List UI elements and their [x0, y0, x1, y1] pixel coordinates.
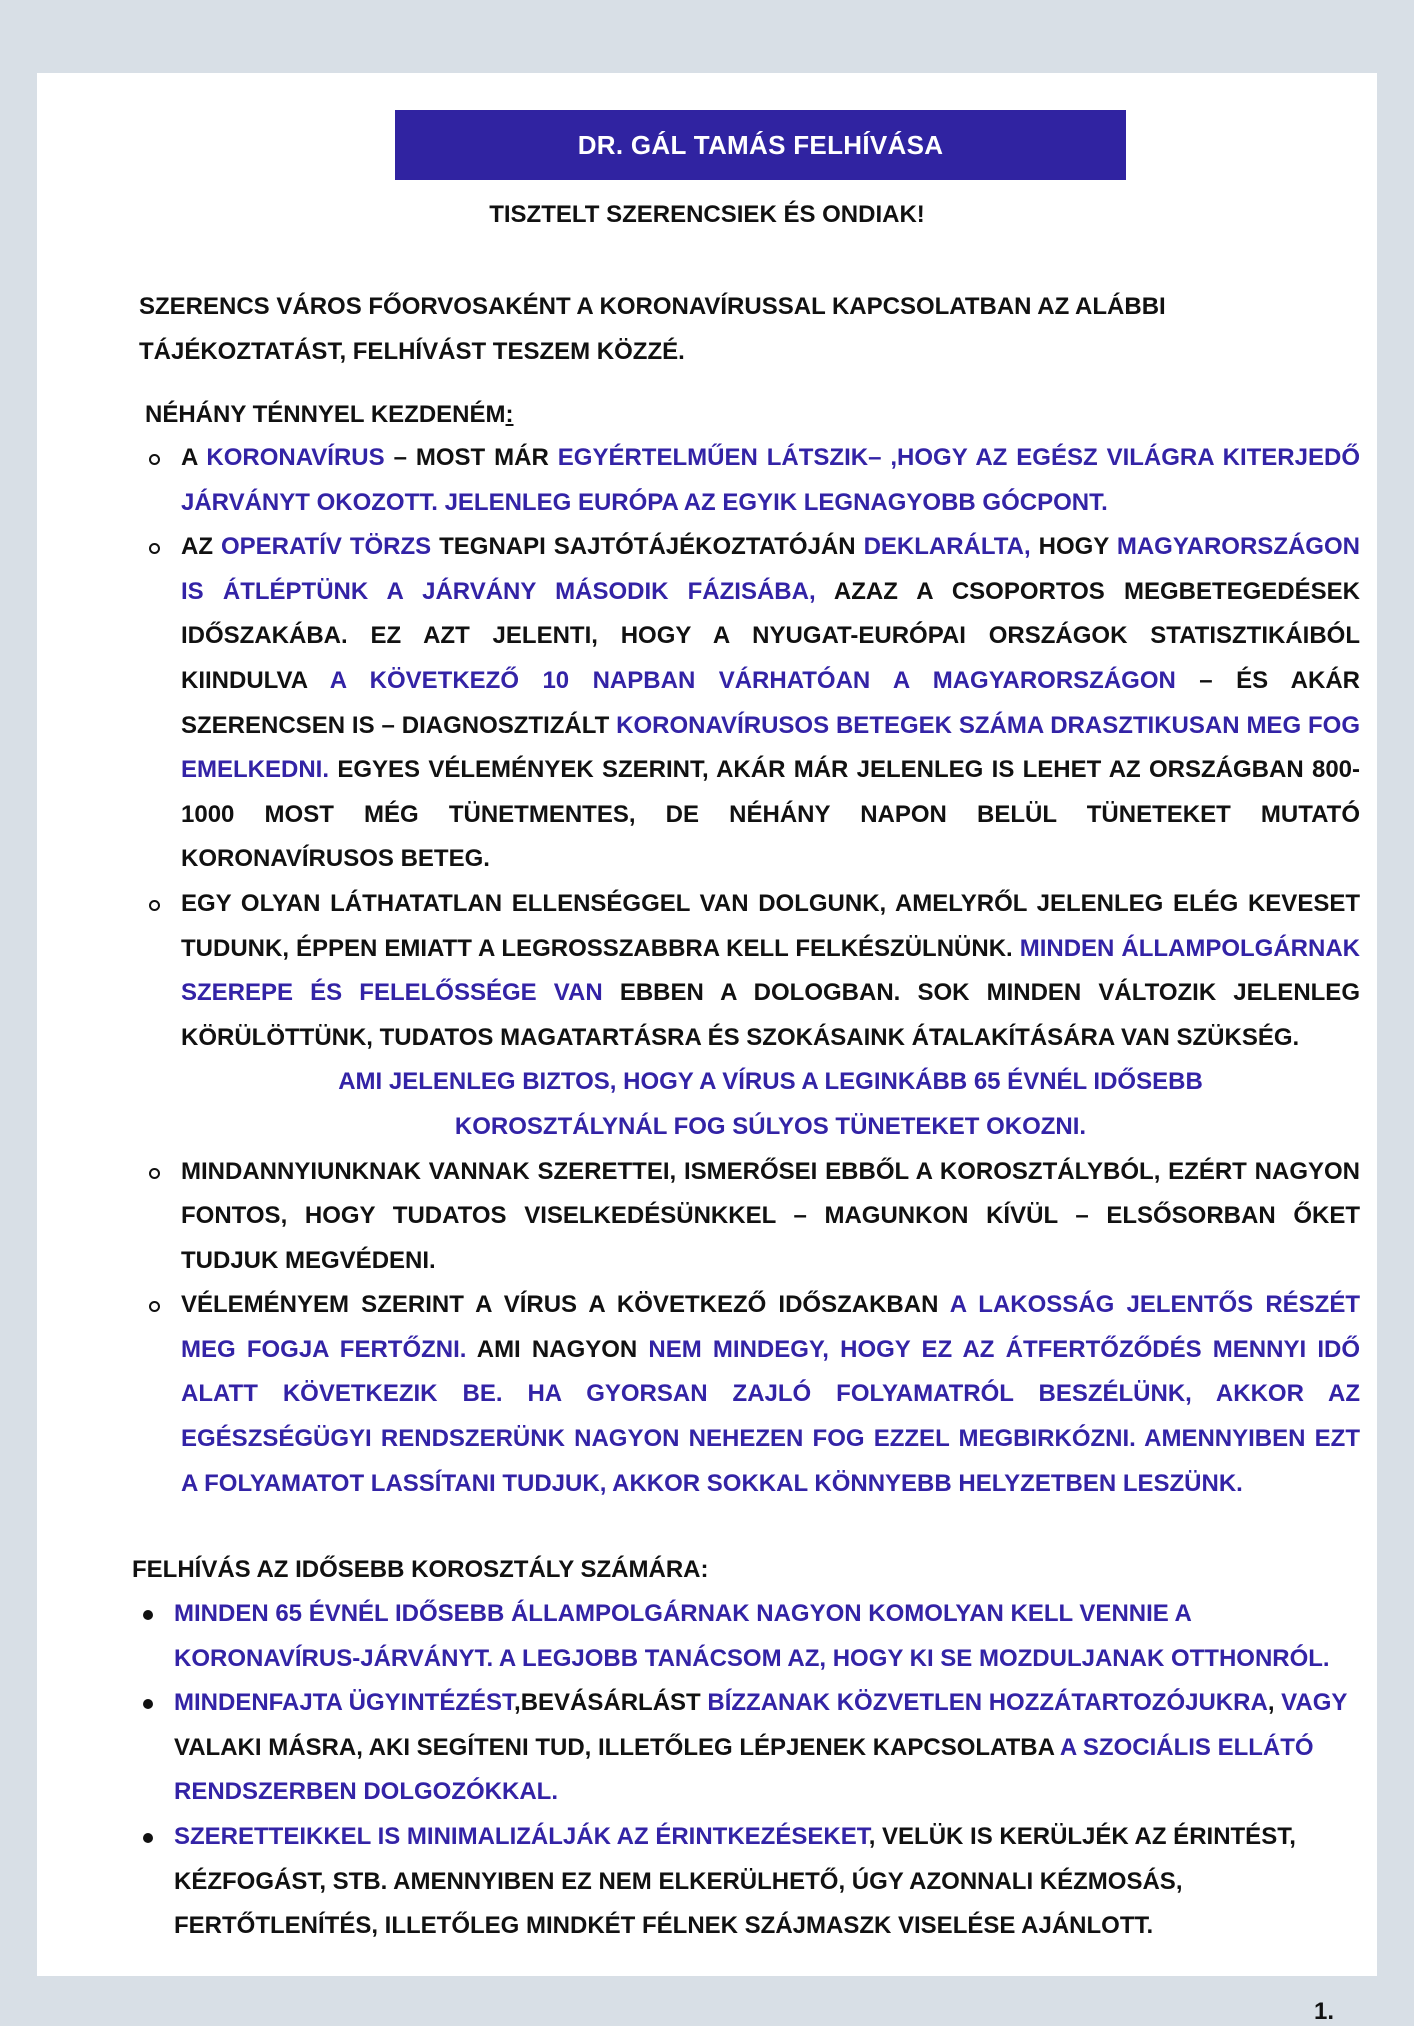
fact-text	[181, 890, 1360, 1051]
list-item	[147, 1283, 1360, 1506]
plain-text: AMI NAGYON	[466, 1335, 649, 1363]
list-item	[139, 1592, 1361, 1681]
circle-bullet-icon	[149, 900, 160, 911]
highlighted-text: KORONAVÍRUSOS BETEGEK SZÁMA DRASZTIKUSAN MEG FOG EMELKEDNI.	[181, 711, 1361, 784]
list-item	[147, 525, 1360, 882]
fact-text	[181, 1158, 1360, 1274]
appeal-text	[174, 1600, 1330, 1672]
appeal-text	[174, 1689, 1347, 1805]
plain-text: VALAKI MÁSRA, AKI SEGÍTENI TUD, ILLETŐLEG LÉPJENEK KAPCSOLATBA	[174, 1733, 1060, 1761]
plain-text: A	[181, 444, 207, 471]
disc-bullet-icon	[143, 1610, 153, 1620]
title-banner: DR. GÁL TAMÁS FELHÍVÁSA	[395, 110, 1126, 180]
plain-text: , VELÜK IS KERÜLJÉK AZ ÉRINTÉST, KÉZFOGÁST, STB. AMENNYIBEN EZ NEM ELKERÜLHETŐ, ÚGY AZONNALI KÉZMOSÁS, FERTŐTLENÍTÉS, ILLETŐLEG MINDKÉT FÉLNEK SZÁJMASZK VISELÉSE AJÁNLOTT.	[174, 1822, 1296, 1940]
plain-text: HOGY	[1030, 533, 1117, 561]
highlighted-text: MINDEN ÁLLAMPOLGÁRNAK SZEREPE ÉS FELELŐSSÉGE VAN	[181, 934, 1360, 1007]
plain-text: EGYES VÉLEMÉNYEK SZERINT, AKÁR MÁR JELENLEG IS LEHET AZ ORSZÁGBAN 800-1000 MOST MÉG TÜNETMENTES, DE NÉHÁNY NAPON BELÜL TÜNETEKET MUTATÓ KORONAVÍRUSOS BETEG.	[181, 756, 1360, 873]
list-item	[139, 1815, 1361, 1949]
highlighted-text: KORONAVÍRUS	[206, 444, 385, 471]
plain-text: – MOST MÁR	[384, 444, 558, 471]
plain-text: VÉLEMÉNYEM SZERINT A VÍRUS A KÖVETKEZŐ IDŐSZAKBAN	[181, 1291, 950, 1319]
fact-text	[181, 1291, 1360, 1496]
highlighted-text: MAGYARORSZÁGON IS ÁTLÉPTÜNK A JÁRVÁNY MÁSODIK FÁZISÁBA,	[181, 533, 1360, 605]
highlighted-text: DEKLARÁLTA,	[863, 533, 1031, 561]
plain-text: AZAZ A CSOPORTOS MEGBETEGEDÉSEK IDŐSZAKÁBA. EZ AZT JELENTI, HOGY A NYUGAT-EURÓPAI ORSZÁGOK STATISZTIKÁIBÓL KIINDULVA	[181, 577, 1360, 694]
highlighted-text: EGYÉRTELMŰEN LÁTSZIK– ,HOGY AZ EGÉSZ VILÁGRA KITERJEDŐ JÁRVÁNYT OKOZOTT. JELENLEG EURÓPA AZ EGYIK LEGNAGYOBB GÓCPONT.	[181, 444, 1360, 516]
fact-text	[181, 533, 1360, 872]
page-number: 1.	[1313, 1998, 1334, 2025]
circle-bullet-icon	[149, 1168, 160, 1179]
circle-bullet-icon	[149, 454, 160, 465]
facts-heading	[145, 393, 514, 438]
highlighted-text: MINDENFAJTA ÜGYINTÉZÉST	[174, 1689, 515, 1717]
fact-text	[181, 444, 1360, 516]
highlighted-text: A LAKOSSÁG JELENTŐS RÉSZÉT MEG FOGJA FERTŐZNI.	[181, 1291, 1360, 1363]
highlighted-text: A KÖVETKEZŐ 10 NAPBAN VÁRHATÓAN A MAGYARORSZÁGON	[329, 666, 1176, 694]
plain-text: EBBEN A DOLOGBAN. SOK MINDEN VÁLTOZIK JELENLEG KÖRÜLÖTTÜNK, TUDATOS MAGATARTÁSRA ÉS SZOKÁSAINK ÁTALAKÍTÁSÁRA VAN SZÜKSÉG.	[181, 979, 1360, 1051]
note-line-1: AMI JELENLEG BIZTOS, HOGY A VÍRUS A LEGINKÁBB 65 ÉVNÉL IDŐSEBB	[338, 1068, 1203, 1096]
highlighted-text: VAGY	[1281, 1689, 1347, 1717]
highlighted-text: OPERATÍV TÖRZS	[220, 533, 432, 561]
appeals-list	[139, 1592, 1361, 1949]
plain-text: TEGNAPI SAJTÓTÁJÉKOZTATÓJÁN	[431, 533, 864, 561]
highlighted-text: SZERETTEIKKEL IS MINIMALIZÁLJÁK AZ ÉRINTKEZÉSEKET	[174, 1822, 869, 1850]
appeal-heading: FELHÍVÁS AZ IDŐSEBB KOROSZTÁLY SZÁMÁRA:	[132, 1556, 709, 1583]
intro-paragraph: SZERENCS VÁROS FŐORVOSAKÉNT A KORONAVÍRUSSAL KAPCSOLATBAN AZ ALÁBBI TÁJÉKOZTATÁST, FELHÍVÁST TESZEM KÖZZÉ.	[139, 293, 1166, 365]
plain-text: EGY OLYAN LÁTHATATLAN ELLENSÉGGEL VAN DOLGUNK, AMELYRŐL JELENLEG ELÉG KEVESET TUDUNK, ÉPPEN EMIATT A LEGROSSZABBRA KELL FELKÉSZÜLNÜNK.	[181, 889, 1360, 962]
greeting-line: TISZTELT SZERENCSIEK ÉS ONDIAK!	[489, 201, 925, 228]
appeal-text	[174, 1823, 1296, 1939]
list-item	[147, 436, 1360, 525]
highlighted-text: NEM MINDEGY, HOGY EZ AZ ÁTFERTŐZŐDÉS MENNYI IDŐ ALATT KÖVETKEZIK BE. HA GYORSAN ZAJLÓ FOLYAMATRÓL BESZÉLÜNK, AKKOR AZ EGÉSZSÉGÜGYI RENDSZERÜNK NAGYON NEHEZEN FOG EZZEL MEGBIRKÓZNI. AMENNYIBEN EZT A FOLYAMATOT LASSÍTANI TUDJUK, AKKOR SOKKAL KÖNNYEBB HELYZETBEN LESZÜNK.	[181, 1335, 1360, 1497]
plain-text: ,	[1267, 1689, 1282, 1717]
plain-text: AZ	[181, 533, 221, 561]
highlighted-text: A SZOCIÁLIS ELLÁTÓ RENDSZERBEN DOLGOZÓKKAL.	[174, 1733, 1314, 1806]
list-item	[147, 882, 1360, 1060]
circle-bullet-icon	[149, 543, 160, 554]
document-page	[37, 73, 1377, 2025]
disc-bullet-icon	[143, 1699, 153, 1709]
disc-bullet-icon	[143, 1833, 153, 1843]
facts-heading-colon: :	[505, 401, 514, 428]
plain-text: – ÉS AKÁR SZERENCSEN IS – DIAGNOSZTIZÁLT	[181, 666, 1360, 739]
highlighted-text: MINDEN 65 ÉVNÉL IDŐSEBB ÁLLAMPOLGÁRNAK NAGYON KOMOLYAN KELL VENNIE A KORONAVÍRUS-JÁRVÁNYT. A LEGJOBB TANÁCSOM AZ, HOGY KI SE MOZDULJANAK OTTHONRÓL.	[174, 1600, 1330, 1672]
highlighted-text: BÍZZANAK KÖZVETLEN HOZZÁTARTOZÓJUKRA	[707, 1689, 1268, 1717]
list-item	[147, 1150, 1360, 1284]
circle-bullet-icon	[149, 1301, 160, 1312]
plain-text: MINDANNYIUNKNAK VANNAK SZERETTEI, ISMERŐSEI EBBŐL A KOROSZTÁLYBÓL, EZÉRT NAGYON FONTOS, HOGY TUDATOS VISELKEDÉSÜNKKEL – MAGUNKON KÍVÜL – ELSŐSORBAN ŐKET TUDJUK MEGVÉDENI.	[181, 1157, 1360, 1274]
facts-list	[147, 436, 1360, 1506]
plain-text: ,BEVÁSÁRLÁST	[514, 1689, 708, 1717]
facts-heading-text: NÉHÁNY TÉNNYEL KEZDENÉM	[145, 401, 506, 428]
note-line-2: KOROSZTÁLYNÁL FOG SÚLYOS TÜNETEKET OKOZNI.	[454, 1112, 1087, 1140]
highlighted-note	[147, 1060, 1360, 1149]
list-item	[139, 1681, 1361, 1815]
